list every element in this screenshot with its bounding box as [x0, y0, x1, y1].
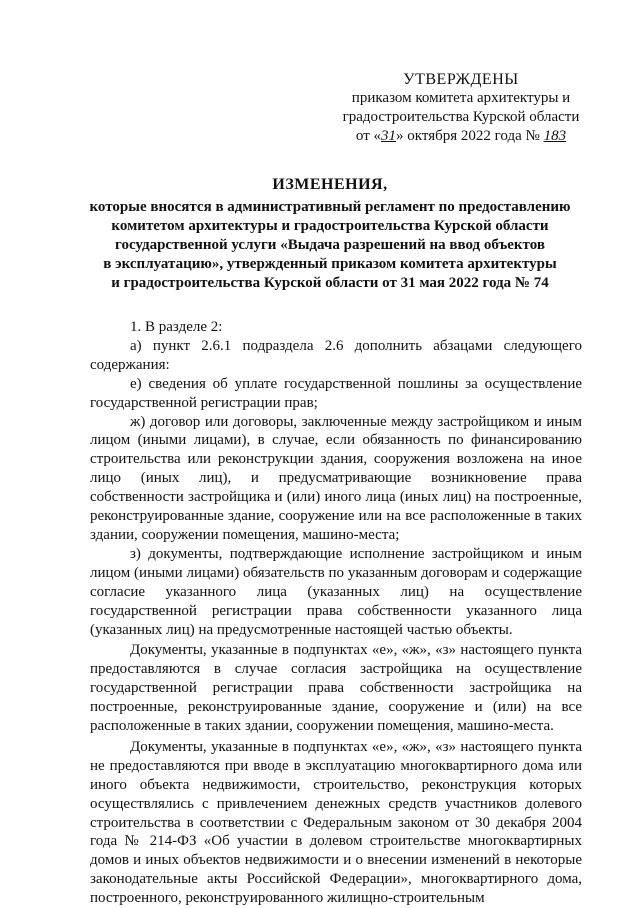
approval-date-prefix: от « [355, 128, 382, 144]
body-paragraph: Документы, указанные в подпунктах «е», «ж», «з» настоящего пункта предоставляются в случае согласия застройщика на осуществление государственной регистрации права собственности застройщика на построенные, реконструированные здание, сооружение и (или) на все расположенные в таких здании, сооружении помещения, машино-места. [90, 642, 582, 735]
approval-date-line [336, 127, 586, 146]
title-line: в эксплуатацию», утвержденный приказом комитета архитектуры [103, 256, 557, 272]
title-main: ИЗМЕНЕНИЯ, [272, 176, 388, 193]
body-paragraph: з) документы, подтверждающие исполнение застройщиком и иным лицом (иными лицами) обязательств по указанным договорам и содержащие согласие указанного лица (указанных лиц) на осуществление государственной регистрации права собственности указанного лица (указанных лиц) на предусмотренные настоящей частью объекты. [90, 545, 582, 638]
approval-stamp-block [336, 70, 586, 146]
title-line: которые вносятся в административный регламент по предоставлению [89, 199, 571, 215]
title-line: комитетом архитектуры и градостроительства Курской области [111, 218, 549, 234]
approval-line-2: градостроительства Курской области [342, 109, 580, 125]
body-paragraph: Документы, указанные в подпунктах «е», «ж», «з» настоящего пункта не предоставляются при вводе в эксплуатацию многоквартирного дома или иного объекта недвижимости, строительство, реконструкция которых осуществлялись с привлечением денежных средств участников долевого строительства в соответствии с Федеральным законом от 30 декабря 2004 года № 214-ФЗ «Об участии в долевом строительстве многоквартирных домов и иных объектов недвижимости и о внесении изменений в некоторые законодательные акты Российской Федерации», многоквартирного дома, построенного, реконструированного жилищно-строительным [90, 738, 582, 907]
document-body [90, 318, 582, 908]
title-line: государственной услуги «Выдача разрешений на ввод объектов [115, 237, 545, 253]
approval-order-number: 183 [543, 128, 567, 144]
approval-heading: УТВЕРЖДЕНЫ [403, 71, 519, 88]
approval-date-middle: » октября 2022 года № [396, 128, 544, 144]
document-title [80, 175, 580, 293]
body-paragraph: е) сведения об уплате государственной пошлины за осуществление государственной регистрации прав; [90, 375, 582, 411]
body-paragraph: ж) договор или договоры, заключенные между застройщиком и иным лицом (иными лицами), в случае, если обязанность по финансированию строительства или реконструкции здания, сооружения возложена на иное лицо (иных лиц), и предусматривающие возникновение права собственности застройщика и (или) иного лица (иных лиц) на построенные, реконструированные здание, сооружение или на все расположенные в таких здании, сооружении помещения, машино-места; [90, 413, 582, 543]
body-paragraph: а) пункт 2.6.1 подраздела 2.6 дополнить абзацами следующего содержания: [90, 337, 582, 373]
approval-date-day: 31 [381, 128, 397, 144]
body-paragraph: 1. В разделе 2: [130, 319, 223, 335]
title-line: и градостроительства Курской области от 31 мая 2022 года № 74 [111, 275, 549, 291]
approval-line-1: приказом комитета архитектуры и [351, 90, 571, 106]
